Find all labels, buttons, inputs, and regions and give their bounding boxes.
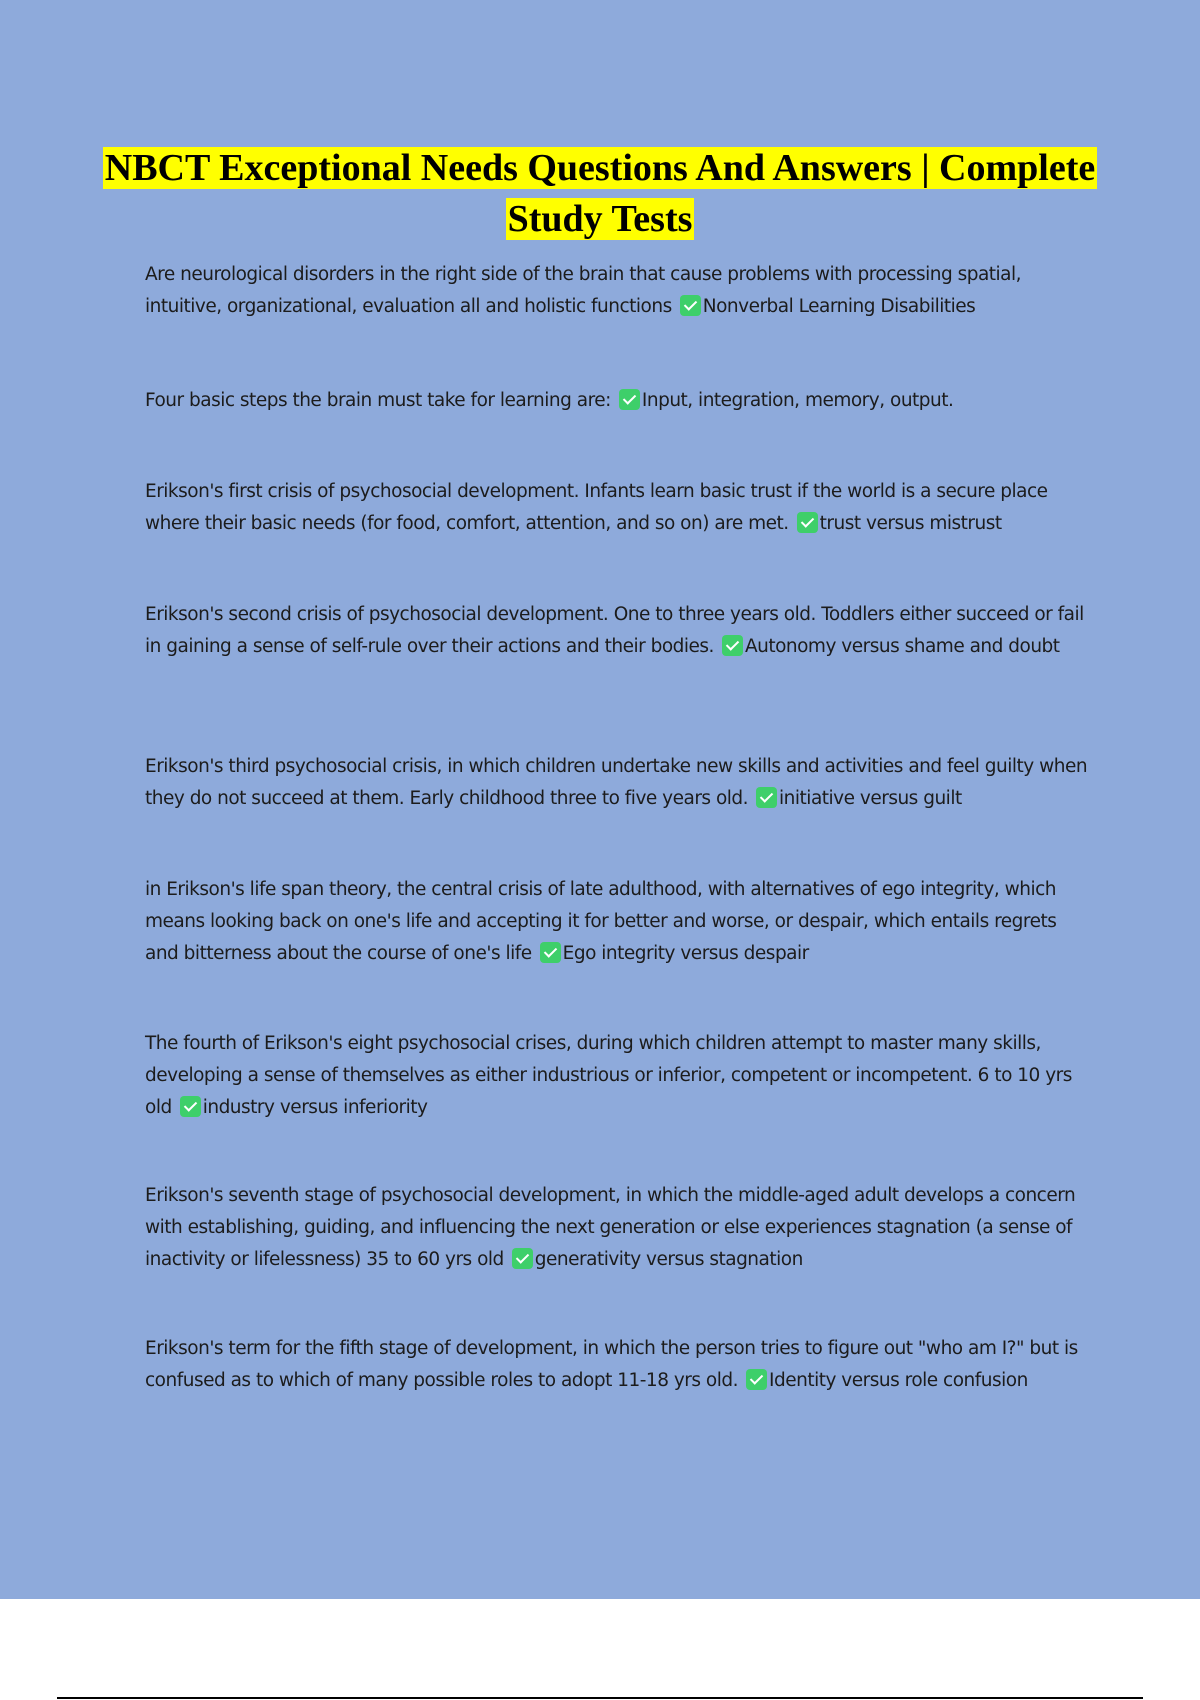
answer-text: trust versus mistrust: [819, 513, 1002, 534]
question-text: Erikson's third psychosocial crisis, in which children undertake new skills and activities and feel guilty when they do not succeed at them. Early childhood three to five years old.: [145, 756, 1088, 809]
question-text: in Erikson's life span theory, the central crisis of late adulthood, with alternatives of ego integrity, which means looking back on one's life and accepting it for better and worse, or despair, which entails regrets and bitterness about the course of one's life: [145, 879, 1057, 964]
qa-item: [145, 385, 1090, 417]
footer-divider: [57, 1697, 1143, 1699]
answer-text: Input, integration, memory, output.: [641, 390, 954, 411]
question-text: Erikson's term for the fifth stage of development, in which the person tries to figure out "who am I?" but is confused as to which of many possible roles to adopt 11-18 yrs old.: [145, 1338, 1078, 1391]
question-text: Erikson's second crisis of psychosocial development. One to three years old. Toddlers either succeed or fail in gaining a sense of self-rule over their actions and their bodies.: [145, 604, 1084, 657]
qa-item: [145, 259, 1090, 323]
qa-item: [145, 751, 1090, 815]
answer-text: Nonverbal Learning Disabilities: [702, 296, 976, 317]
question-text: Erikson's seventh stage of psychosocial development, in which the middle-aged adult develops a concern with establishing, guiding, and influencing the next generation or else experiences stagnation (a sense of inactivity or lifelessness) 35 to 60 yrs old: [145, 1185, 1076, 1270]
page-title: [100, 143, 1100, 245]
title-highlight: NBCT Exceptional Needs Questions And Answers | Complete Study Tests: [104, 147, 1096, 240]
question-text: Are neurological disorders in the right side of the brain that cause problems with processing spatial, intuitive, organizational, evaluation all and holistic functions: [145, 264, 1022, 317]
answer-text: generativity versus stagnation: [534, 1249, 803, 1270]
qa-item: [145, 1180, 1090, 1276]
check-mark-icon: [797, 512, 818, 533]
check-mark-icon: [756, 787, 777, 808]
question-text: Four basic steps the brain must take for learning are:: [145, 390, 611, 411]
answer-text: initiative versus guilt: [779, 788, 962, 809]
qa-item: [145, 599, 1090, 663]
question-text: Erikson's first crisis of psychosocial development. Infants learn basic trust if the world is a secure place where their basic needs (for food, comfort, attention, and so on) are met.: [145, 481, 1048, 534]
qa-item: [145, 476, 1090, 540]
answer-text: Autonomy versus shame and doubt: [744, 636, 1060, 657]
qa-item: [145, 1028, 1090, 1124]
check-mark-icon: [180, 1096, 201, 1117]
check-mark-icon: [540, 942, 561, 963]
answer-text: industry versus inferiority: [202, 1097, 428, 1118]
check-mark-icon: [680, 295, 701, 316]
qa-item: [145, 874, 1090, 970]
check-mark-icon: [512, 1248, 533, 1269]
qa-item: [145, 1333, 1090, 1397]
question-text: The fourth of Erikson's eight psychosocial crises, during which children attempt to master many skills, developing a sense of themselves as either industrious or inferior, competent or incompetent. 6 to 10 yrs old: [145, 1033, 1072, 1118]
check-mark-icon: [619, 389, 640, 410]
check-mark-icon: [722, 635, 743, 656]
answer-text: Identity versus role confusion: [769, 1370, 1028, 1391]
check-mark-icon: [746, 1369, 767, 1390]
answer-text: Ego integrity versus despair: [562, 943, 809, 964]
